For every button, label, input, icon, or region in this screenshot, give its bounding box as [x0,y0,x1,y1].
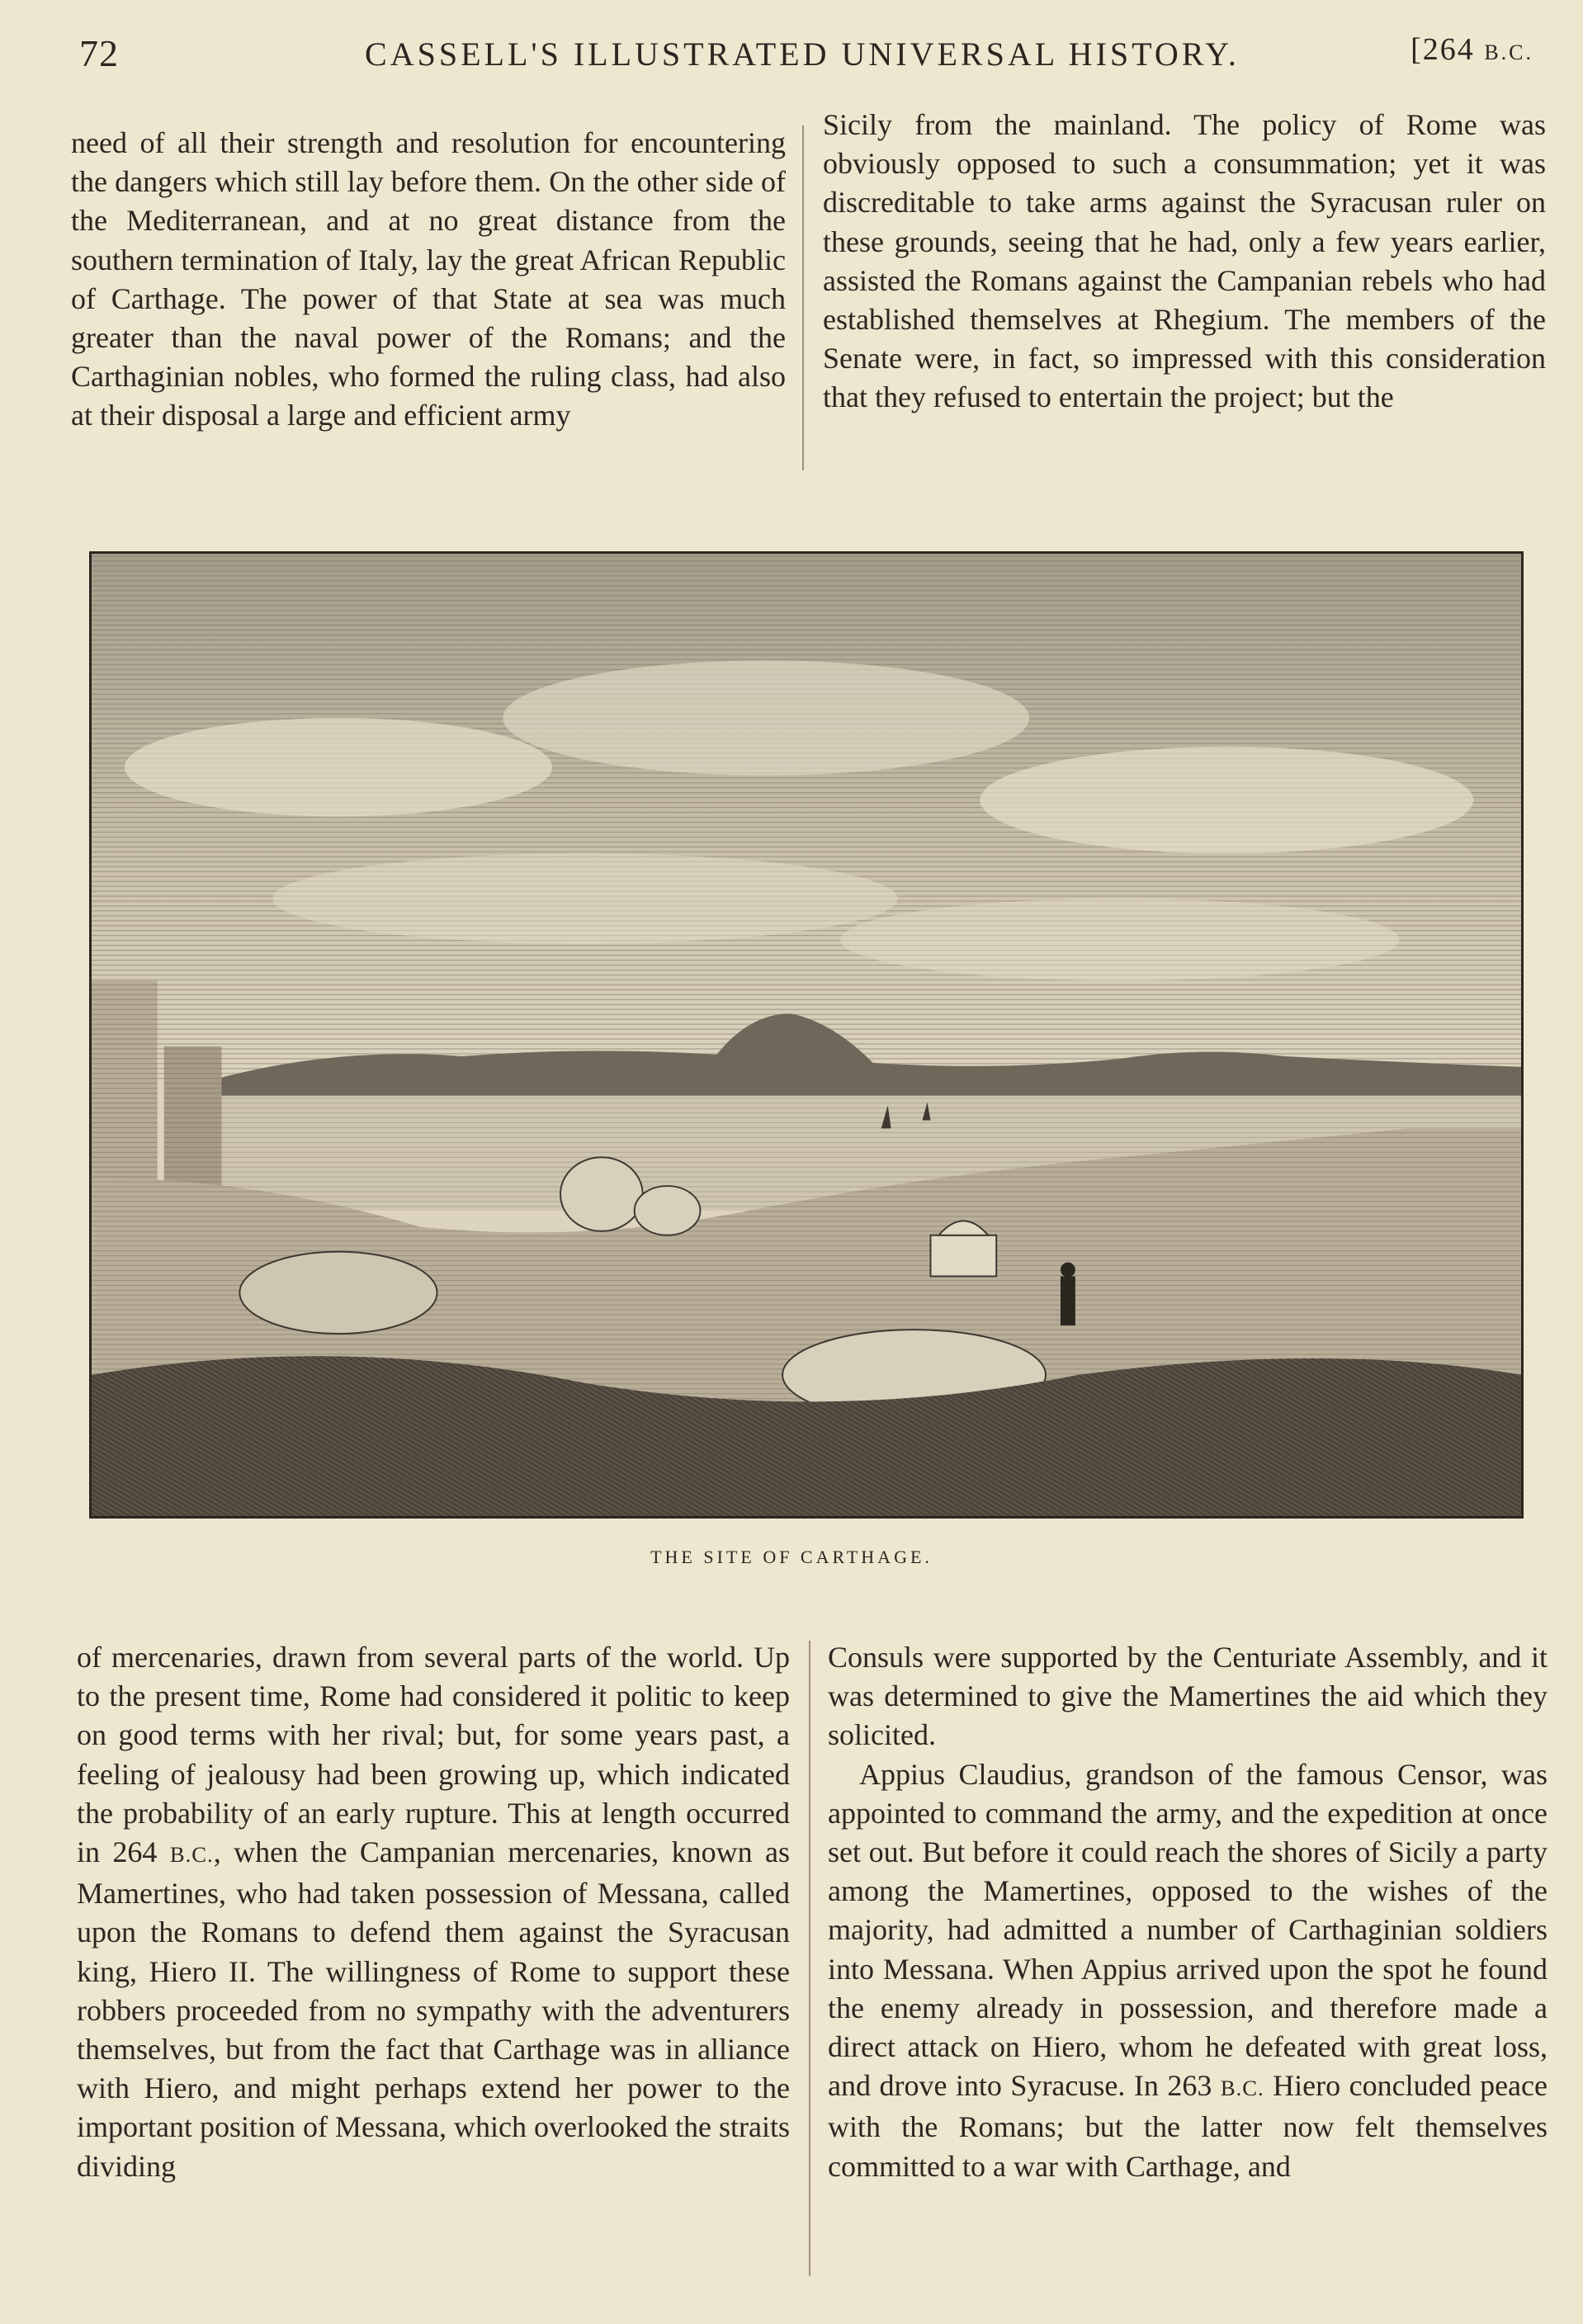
column-bottom-left [77,1638,790,2274]
running-title: CASSELL'S ILLUSTRATED UNIVERSAL HISTORY. [365,35,1240,73]
page-number: 72 [79,32,119,74]
era-abbrev: B.C. [169,1842,214,1868]
paragraph: need of all their strength and resolution for encountering the dangers which still lay before them. On the other side of the Mediterranean, and at no great distance from the southern termination of Italy, lay the great African Republic of Carthage. The power of that State at sea was much greater than the naval power of the Romans; and the Carthaginian nobles, who formed the ruling class, had also at their disposal a large and efficient army [71,126,786,432]
column-top-right [823,106,1546,477]
text-run: of mercenaries, drawn from several parts of the world. Up to the present time, Rome had considered it politic to keep on good terms with her rival; but, for some years past, a feeling of jealousy had been growing up, which indicated the probability of an early rupture. This at length occurred in 264 [77,1641,790,1869]
date-year: [264 [1411,32,1475,67]
paragraph [828,1755,1548,2186]
date-marker [1411,31,1533,68]
illustration-site-of-carthage [89,551,1524,1519]
text-run: Hiero concluded peace with the Romans; but the latter now felt themselves committed to a war with Carthage, and [828,2069,1548,2183]
paragraph: Consuls were supported by the Centuriate Assembly, and it was determined to give the Mamertines the aid which they solicited. [828,1641,1548,1752]
date-era: B.C. [1484,40,1533,64]
running-header [71,31,1533,81]
text-run: , when the Campanian mercenaries, known as Mamertines, who had taken possession of Messana, called upon the Romans to defend them against the Syracusan king, Hiero II. The willingness of Rome to support these robbers proceeded from no sympathy with the adventurers themselves, but from the fact that Carthage was in alliance with Hiero, and might perhaps extend her power to the important position of Messana, which overlooked the straits dividing [77,1835,790,2183]
paragraph: Sicily from the mainland. The policy of Rome was obviously opposed to such a consummation; yet it was discreditable to take arms against the Syracusan ruler on these grounds, seeing that he had, only a few years earlier, assisted the Romans against the Campanian rebels who had established themselves at Rhegium. The members of the Senate were, in fact, so impressed with this consideration that they refused to entertain the project; but the [823,108,1546,414]
figure-caption: THE SITE OF CARTHAGE. [650,1547,933,1567]
column-bottom-right [828,1638,1548,2274]
era-abbrev: B.C. [1220,2076,1264,2101]
column-divider [809,1641,810,2276]
column-divider [802,125,804,470]
paragraph [77,1638,790,2186]
column-top-left [71,124,786,479]
text-run: Appius Claudius, grandson of the famous Censor, was appointed to command the army, and the expedition at once set out. But before it could reach the shores of Sicily a party among the Mamertines, opposed to the wishes of the majority, had admitted a number of Carthaginian soldiers into Messana. When Appius arrived upon the spot he found the enemy already in possession, and therefore made a direct attack on Hiero, whom he defeated with great loss, and drove into Syracuse. In 263 [828,1757,1548,2103]
engraving-image [92,554,1521,1516]
